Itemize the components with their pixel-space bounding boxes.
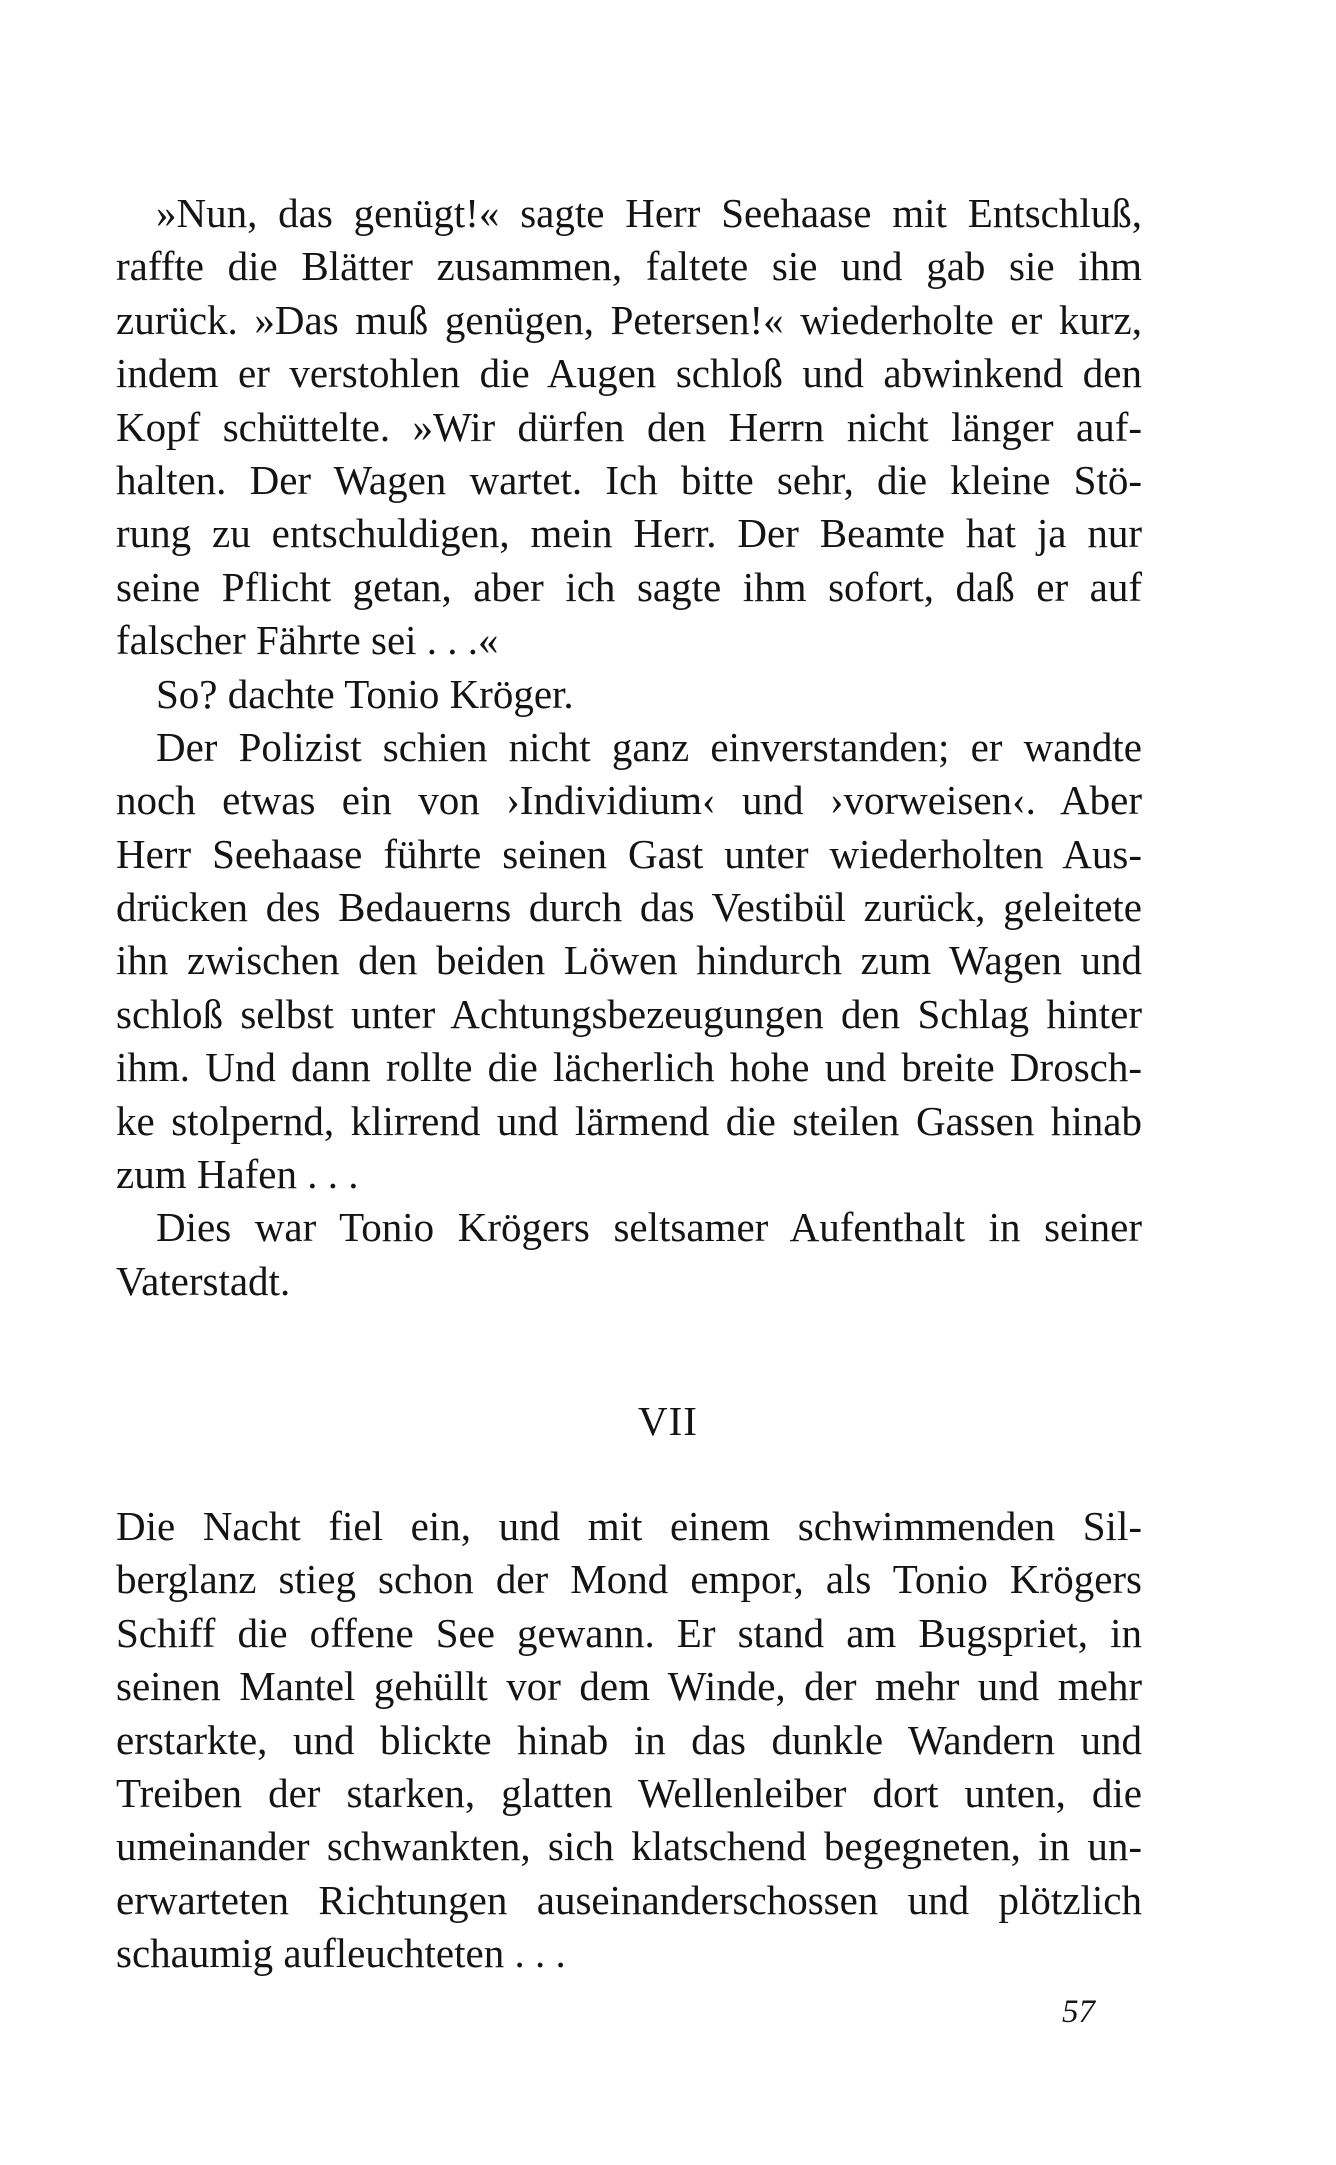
text-line: erwarteten Richtungen auseinanderschossen und plötzlich <box>116 1876 1142 1923</box>
paragraph <box>116 1500 1142 1981</box>
text-line: So? dachte Tonio Kröger. <box>156 670 574 717</box>
text-line: raffte die Blätter zusammen, faltete sie und gab sie ihm <box>116 243 1142 290</box>
text-line: umeinander schwankten, sich klatschend begegneten, in un- <box>116 1823 1142 1870</box>
text-line: ihm. Und dann rollte die lächerlich hohe und breite Drosch- <box>116 1044 1142 1091</box>
paragraph <box>116 187 1142 668</box>
text-line: zurück. »Das muß genügen, Petersen!« wiederholte er kurz, <box>116 296 1142 343</box>
text-line: falscher Fährte sei . . .« <box>116 617 499 664</box>
paragraph <box>116 1201 1142 1308</box>
text-line: Dies war Tonio Krögers seltsamer Aufenthalt in seiner <box>156 1204 1142 1251</box>
chapter-heading: VII <box>638 1398 698 1444</box>
text-line: rung zu entschuldigen, mein Herr. Der Beamte hat ja nur <box>116 510 1142 557</box>
text-line: Vaterstadt. <box>116 1257 291 1304</box>
page-number: 57 <box>1062 1994 1095 2030</box>
text-line: indem er verstohlen die Augen schloß und abwinkend den <box>116 350 1142 397</box>
text-line: halten. Der Wagen wartet. Ich bitte sehr, die kleine Stö- <box>116 456 1142 503</box>
text-line: Treiben der starken, glatten Wellenleiber dort unten, die <box>116 1769 1142 1816</box>
text-line: zum Hafen . . . <box>116 1151 359 1198</box>
text-line: erstarkte, und blickte hinab in das dunkle Wandern und <box>116 1716 1142 1763</box>
text-line: Die Nacht fiel ein, und mit einem schwimmenden Sil- <box>116 1503 1142 1549</box>
text-line: »Nun, das genügt!« sagte Herr Seehaase mit Entschluß, <box>156 190 1142 236</box>
text-line: schloß selbst unter Achtungsbezeugungen den Schlag hinter <box>116 990 1142 1037</box>
text-line: Schiff die offene See gewann. Er stand am Bugspriet, in <box>116 1609 1142 1656</box>
paragraph <box>116 668 1142 721</box>
text-line: Der Polizist schien nicht ganz einverstanden; er wandte <box>156 723 1142 770</box>
text-line: Kopf schüttelte. »Wir dürfen den Herrn nicht länger auf- <box>116 403 1142 450</box>
text-line: seine Pflicht getan, aber ich sagte ihm sofort, daß er auf <box>116 563 1142 610</box>
text-line: noch etwas ein von ›Individium‹ und ›vorweisen‹. Aber <box>116 777 1142 824</box>
text-line: ke stolpernd, klirrend und lärmend die steilen Gassen hinab <box>116 1097 1142 1144</box>
paragraph <box>116 721 1142 1202</box>
text-line: berglanz stieg schon der Mond empor, als Tonio Krögers <box>116 1556 1142 1603</box>
text-line: seinen Mantel gehüllt vor dem Winde, der mehr und mehr <box>116 1663 1142 1710</box>
text-block-bottom <box>116 1500 1142 1981</box>
text-line: schaumig aufleuchteten . . . <box>116 1930 566 1977</box>
text-line: drücken des Bedauerns durch das Vestibül zurück, geleitete <box>116 884 1142 931</box>
text-line: ihn zwischen den beiden Löwen hindurch zum Wagen und <box>116 937 1142 984</box>
text-block-top <box>116 187 1142 1308</box>
text-line: Herr Seehaase führte seinen Gast unter wiederholten Aus- <box>116 830 1142 877</box>
